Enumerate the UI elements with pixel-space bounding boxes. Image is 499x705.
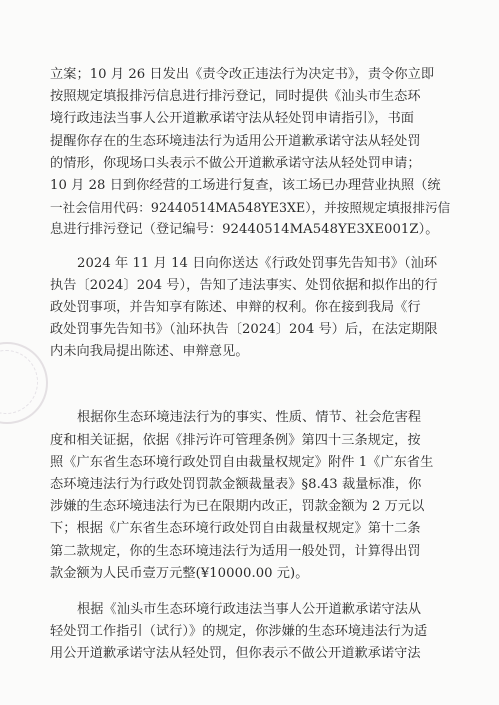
text-line: 执告〔2024〕204 号），告知了违法事实、处罚依据和拟作出的行 bbox=[50, 277, 438, 293]
text-line: 内未向我局提出陈述、申辩意见。 bbox=[50, 344, 249, 360]
paragraph-spacer bbox=[50, 242, 450, 253]
text-line: 根据你生态环境违法行为的事实、性质、情节、社会危害程 bbox=[77, 410, 422, 426]
text-line: 政处罚事先告知书》（汕环执告〔2024〕204 号）后，在法定期限 bbox=[50, 322, 438, 338]
text-line: 照《广东省生态环境行政处罚自由裁量权规定》附件 1《广东省生 bbox=[50, 454, 434, 470]
paragraph-3 bbox=[50, 407, 450, 585]
text-line: 按照规定填报排污信息进行排污登记，同时提供《汕头市生态环 bbox=[50, 89, 421, 105]
text-line: 第二款规定，你的生态环境违法行为适用一般处罚，计算得出罚 bbox=[50, 543, 421, 559]
text-line: 境行政违法当事人公开道歉承诺守法从轻处罚申请指引》，书面 bbox=[50, 111, 415, 127]
text-line: 政处罚事项，并告知享有陈述、申辩的权利。你在接到我局《行 bbox=[50, 299, 421, 315]
text-line: 下；根据《广东省生态环境行政处罚自由裁量权规定》第十二条 bbox=[50, 521, 421, 537]
text-line: 态环境违法行为行政处罚罚款金额裁量表》§8.43 裁量标准，你 bbox=[50, 477, 422, 492]
text-line: 10 月 28 日到你经营的工场进行复查，该工场已办理营业执照（统 bbox=[50, 177, 441, 193]
text-line: 提醒你存在的生态环境违法行为适用公开道歉承诺守法从轻处罚 bbox=[50, 133, 421, 149]
text-line: 2024 年 11 月 14 日向你送达《行政处罚事先告知书》（汕环 bbox=[77, 255, 438, 271]
paragraph-4 bbox=[50, 599, 450, 666]
text-line: 的情形，你现场口头表示不做公开道歉承诺守法从轻处罚申请； bbox=[50, 155, 421, 171]
paragraph-1 bbox=[50, 64, 450, 242]
text-line: 一社会信用代码：92440514MA548YE3XE），并按照规定填报排污信 bbox=[50, 200, 450, 216]
seal-inner-ring bbox=[0, 350, 38, 414]
paragraph-spacer bbox=[50, 363, 450, 407]
paragraph-spacer bbox=[50, 585, 450, 599]
text-line: 息进行排污登记（登记编号：92440514MA548YE3XE001Z）。 bbox=[50, 222, 439, 238]
text-line: 度和相关证据，依据《排污许可管理条例》第四十三条规定，按 bbox=[50, 432, 421, 448]
text-line: 立案；10 月 26 日发出《责令改正违法行为决定书》，责令你立即 bbox=[50, 67, 435, 82]
text-line: 款金额为人民币壹万元整(¥10000.00 元)。 bbox=[50, 565, 309, 581]
document-body bbox=[50, 64, 450, 666]
paragraph-2 bbox=[50, 253, 450, 364]
text-line: 涉嫌的生态环境违法行为已在限期内改正，罚款金额为 2 万元以 bbox=[50, 499, 425, 515]
text-line: 轻处罚工作指引（试行）》的规定，你涉嫌的生态环境违法行为适 bbox=[50, 624, 428, 640]
text-line: 用公开道歉承诺守法从轻处罚，但你表示不做公开道歉承诺守法 bbox=[50, 646, 421, 662]
text-line: 根据《汕头市生态环境行政违法当事人公开道歉承诺守法从 bbox=[77, 601, 422, 617]
official-seal-stamp bbox=[0, 342, 48, 424]
